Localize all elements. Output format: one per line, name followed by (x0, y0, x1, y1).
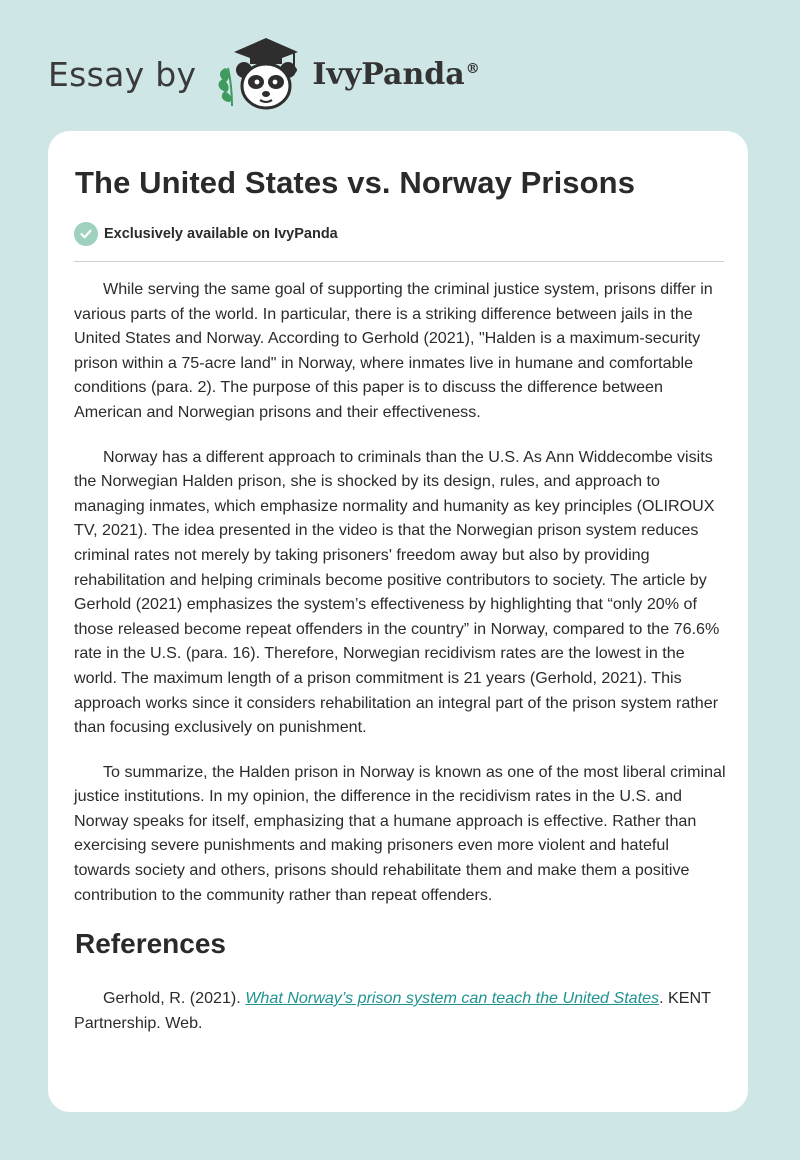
panda-logo-icon[interactable] (214, 34, 310, 114)
essay-by-label: Essay by (48, 54, 197, 94)
reference-source: . KENT Partnership. Web. (74, 989, 711, 1032)
exclusive-badge (74, 222, 338, 246)
body-paragraph: Norway has a different approach to criminals than the U.S. As Ann Widdecombe visits the Norwegian Halden prison, she is shocked by its design, rules, and approach to managing inmates, which emphasize normality and humanity as key principles (OLIROUX TV, 2021). The idea presented in the video is that the Norwegian prison system reduces criminal rates not merely by taking prisoners' freedom away but also by providing rehabilitation and helping criminals become positive contributors to society. The article by Gerhold (2021) emphasizes the system’s effectiveness by highlighting that “only 20% of those released become repeat offenders in the country” in Norway, compared to the 76.6% rate in the U.S. (para. 16). Therefore, Norwegian recidivism rates are the lowest in the world. The maximum length of a prison commitment is 21 years (Gerhold, 2021). This approach works since it considers rehabilitation an integral part of the prison system rather than focusing exclusively on punishment. (74, 447, 720, 737)
registered-mark: ® (465, 60, 480, 77)
exclusive-label: Exclusively available on IvyPanda (104, 226, 338, 242)
site-header (48, 34, 480, 114)
check-circle-icon (74, 222, 98, 246)
reference-entry (74, 986, 726, 1035)
title-divider (74, 261, 724, 262)
body-paragraph: To summarize, the Halden prison in Norway is known as one of the most liberal criminal justice institutions. In my opinion, the difference in the recidivism rates in the U.S. and Norway speaks for itself, emphasizing that a humane approach is effective. Rather than exercising severe punishments and making prisoners even more violent and hateful towards society and others, prisons should rehabilitate them and make them a positive contribution to the community rather than repeat offenders. (74, 762, 726, 904)
references-heading: References (75, 928, 226, 959)
essay-body (74, 277, 726, 927)
page-title: The United States vs. Norway Prisons (75, 165, 636, 200)
essay-card (48, 131, 748, 1112)
body-paragraph: While serving the same goal of supporting the criminal justice system, prisons differ in various parts of the world. In particular, there is a striking difference between jails in the United States and Norway. According to Gerhold (2021), "Halden is a maximum-security prison within a 75-acre land" in Norway, where inmates live in humane and comfortable conditions (para. 2). The purpose of this paper is to discuss the difference between American and Norwegian prisons and their effectiveness. (74, 280, 713, 421)
brand-name[interactable]: IvyPanda® (312, 56, 480, 92)
reference-author: Gerhold, R. (2021). (103, 989, 246, 1007)
reference-link[interactable]: What Norway’s prison system can teach the United States (245, 989, 660, 1007)
